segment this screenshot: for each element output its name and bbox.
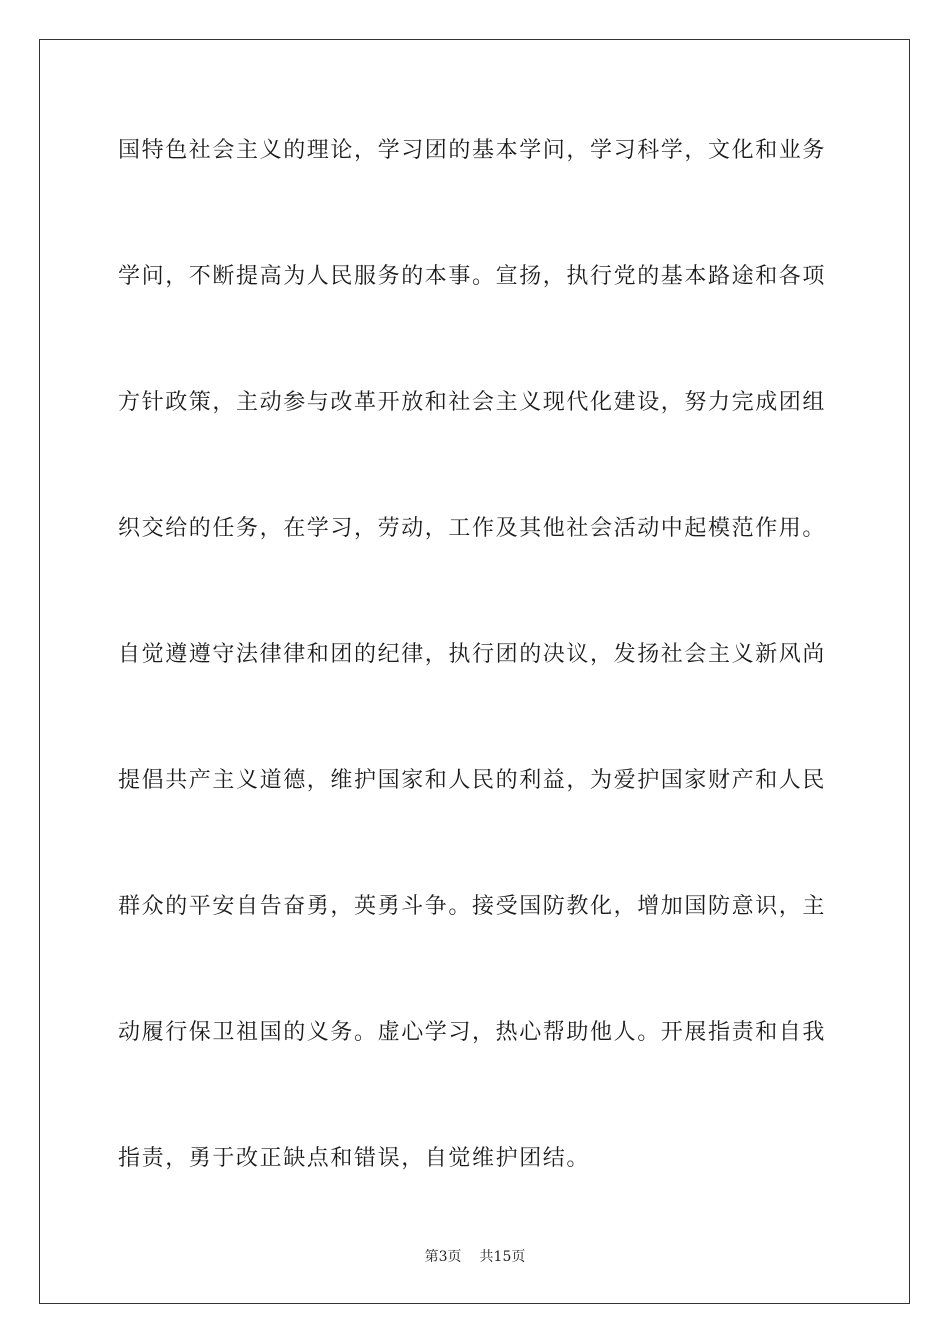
- text-line: 指责，勇于改正缺点和错误，自觉维护团结。: [118, 1146, 591, 1171]
- page-number: 第3页: [424, 1249, 462, 1265]
- document-body: [118, 118, 833, 1252]
- text-line: 学问，不断提高为人民服务的本事。宣扬，执行党的基本路途和各项: [118, 264, 827, 289]
- page-footer: [0, 1246, 950, 1266]
- text-line: 方针政策，主动参与改革开放和社会主义现代化建设，努力完成团组: [118, 390, 827, 415]
- text-line: 群众的平安自告奋勇，英勇斗争。接受国防教化，增加国防意识，主: [118, 894, 827, 919]
- text-line: 织交给的任务，在学习，劳动，工作及其他社会活动中起模范作用。: [118, 516, 827, 541]
- text-line: 提倡共产主义道德，维护国家和人民的利益，为爱护国家财产和人民: [118, 768, 827, 793]
- text-line: 动履行保卫祖国的义务。虚心学习，热心帮助他人。开展指责和自我: [118, 1020, 827, 1045]
- text-line: 国特色社会主义的理论，学习团的基本学问，学习科学，文化和业务: [118, 138, 827, 163]
- text-line: 自觉遵遵守法律律和团的纪律，执行团的决议，发扬社会主义新风尚: [118, 642, 827, 667]
- page-total: 共15页: [479, 1249, 526, 1265]
